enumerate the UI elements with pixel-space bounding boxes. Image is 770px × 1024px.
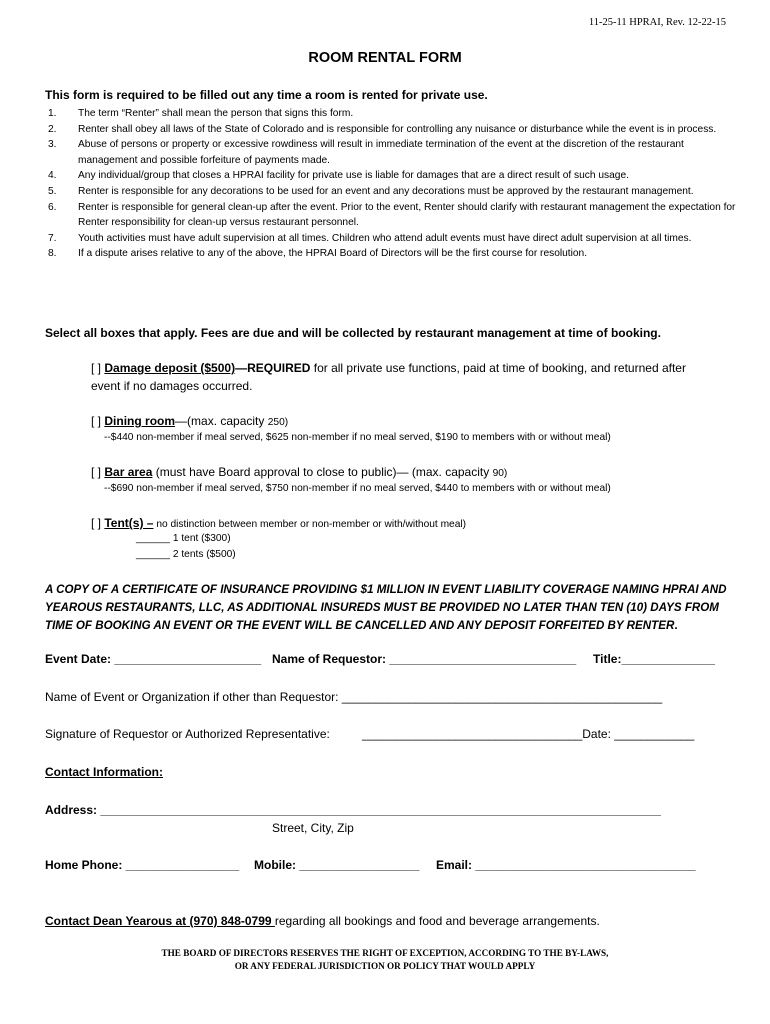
rule-item — [48, 106, 738, 122]
bar-area-capacity-text: (must have Board approval to close to public)— (max. capacity — [152, 465, 493, 479]
rule-number: 7. — [48, 232, 57, 244]
mobile-field[interactable]: Mobile: __________________ — [254, 858, 420, 872]
rule-item — [48, 137, 738, 168]
address-hint: Street, City, Zip — [272, 821, 354, 835]
dining-room-option — [91, 414, 288, 428]
rule-text: Renter is responsible for general clean-up after the event. Prior to the event, Renter should clarify with restaurant management the expectation for Renter responsibility for clean-up versus restaurant personnel. — [78, 201, 736, 229]
insurance-notice — [45, 581, 735, 635]
rule-number: 1. — [48, 108, 57, 119]
bar-area-label: Bar area — [104, 465, 153, 479]
select-heading: Select all boxes that apply. Fees are due and will be collected by restaurant management at time of booking. — [45, 326, 661, 340]
damage-deposit-checkbox[interactable]: [ ] — [91, 361, 102, 375]
rule-text: If a dispute arises relative to any of the above, the HPRAI Board of Directors will be the first course for resolution. — [78, 248, 588, 260]
dining-room-fees: --$440 non-member if meal served, $625 non-member if no meal served, $190 to members with or without meal) — [104, 432, 611, 443]
rule-item — [48, 231, 738, 247]
dining-room-capacity-text: —(max. capacity — [175, 414, 268, 428]
rule-text: Renter shall obey all laws of the State of Colorado and is responsible for controlling any nuisance or disturbance while the event is in process. — [78, 123, 717, 135]
revision-stamp: 11-25-11 HPRAI, Rev. 12-22-15 — [588, 17, 726, 28]
dining-room-label: Dining room — [104, 414, 176, 428]
signature-label: Signature of Requestor or Authorized Representative: — [45, 727, 330, 741]
contact-info-heading: Contact Information: — [45, 765, 163, 779]
insurance-notice-text: A COPY OF A CERTIFICATE OF INSURANCE PROVIDING $1 MILLION IN EVENT LIABILITY COVERAGE NAMING HPRAI AND YEAROUS RESTAURANTS, LLC, AS ADDITIONAL INSUREDS MUST BE PROVIDED NO LATER THAN TEN (10) DAYS FROM TIME OF BOOKING AN EVENT OR THE EVENT WILL BE CANCELLED AND ANY DEPOSIT FORFEITED BY RENTER — [45, 583, 727, 632]
damage-required-label: —REQUIRED — [235, 361, 311, 375]
rule-number: 6. — [48, 201, 57, 213]
form-intro: This form is required to be filled out any time a room is rented for private use. — [45, 88, 488, 102]
two-tents-line[interactable]: ______ 2 tents ($500) — [136, 549, 236, 560]
rule-item — [48, 122, 738, 138]
bar-area-fees: --$690 non-member if meal served, $750 non-member if no meal served, $440 to members with or without meal) — [104, 483, 611, 494]
damage-deposit-description-cont: event if no damages occurred. — [91, 379, 253, 393]
home-phone-field[interactable]: Home Phone: _________________ — [45, 858, 240, 872]
rule-item — [48, 168, 738, 184]
rule-number: 5. — [48, 185, 57, 197]
damage-deposit-description: for all private use functions, paid at time of booking, and returned after — [310, 361, 686, 375]
footer-disclaimer — [0, 947, 770, 973]
insurance-notice-period: . — [674, 619, 678, 632]
rules-list — [48, 106, 738, 262]
email-field[interactable]: Email: _________________________________ — [436, 858, 696, 872]
rule-text: Any individual/group that closes a HPRAI facility for private use is liable for damages that are a direct result of such usage. — [78, 170, 629, 182]
rule-number: 4. — [48, 170, 57, 182]
rule-number: 3. — [48, 139, 57, 151]
contact-dean-line — [45, 914, 600, 928]
event-date-field[interactable]: Event Date: ______________________ — [45, 652, 262, 666]
tents-description: no distinction between member or non-member or with/without meal) — [153, 519, 467, 530]
rule-text: Youth activities must have adult supervision at all times. Children who attend adult events must have direct adult supervision at all times. — [78, 232, 692, 244]
tents-option — [91, 516, 466, 530]
address-field[interactable]: Address: ____________________________________________________________________________________ — [45, 803, 661, 817]
contact-dean-link: Contact Dean Yearous at (970) 848-0799 — [45, 914, 275, 928]
bar-area-checkbox[interactable]: [ ] — [91, 465, 102, 479]
footer-line-2: OR ANY FEDERAL JURISDICTION OR POLICY THAT WOULD APPLY — [234, 961, 536, 971]
damage-deposit-option — [91, 361, 686, 375]
bar-area-option — [91, 465, 507, 479]
footer-line-1: THE BOARD OF DIRECTORS RESERVES THE RIGHT OF EXCEPTION, ACCORDING TO THE BY-LAWS, — [161, 948, 609, 958]
rule-number: 8. — [48, 248, 57, 260]
requestor-title-field[interactable]: Title:______________ — [593, 652, 715, 666]
rule-text: Renter is responsible for any decorations to be used for an event and any decorations must be approved by the restaurant management. — [78, 185, 694, 197]
tents-checkbox[interactable]: [ ] — [91, 516, 102, 530]
one-tent-line[interactable]: ______ 1 tent ($300) — [136, 533, 231, 544]
signature-date-field[interactable]: _________________________________Date: ____________ — [362, 727, 695, 741]
tents-label: Tent(s) – — [104, 516, 154, 530]
rule-item — [48, 200, 738, 231]
rule-number: 2. — [48, 123, 57, 135]
rule-text: Abuse of persons or property or excessive rowdiness will result in immediate termination of the event at the discretion of the restaurant management and possible forfeiture of payments made. — [78, 139, 684, 166]
damage-deposit-label: Damage deposit ($500) — [104, 361, 236, 375]
rule-item — [48, 184, 738, 200]
dining-room-capacity: 250) — [267, 417, 289, 428]
dining-room-checkbox[interactable]: [ ] — [91, 414, 102, 428]
event-name-field[interactable]: Name of Event or Organization if other than Requestor: ________________________________________________ — [45, 690, 663, 704]
contact-dean-text: regarding all bookings and food and beverage arrangements. — [274, 914, 600, 928]
bar-area-capacity: 90) — [492, 468, 508, 479]
rule-text: The term “Renter” shall mean the person that signs this form. — [78, 108, 354, 119]
rule-item — [48, 246, 738, 262]
form-title: ROOM RENTAL FORM — [308, 50, 462, 66]
requestor-name-field[interactable]: Name of Requestor: ____________________________ — [272, 652, 577, 666]
